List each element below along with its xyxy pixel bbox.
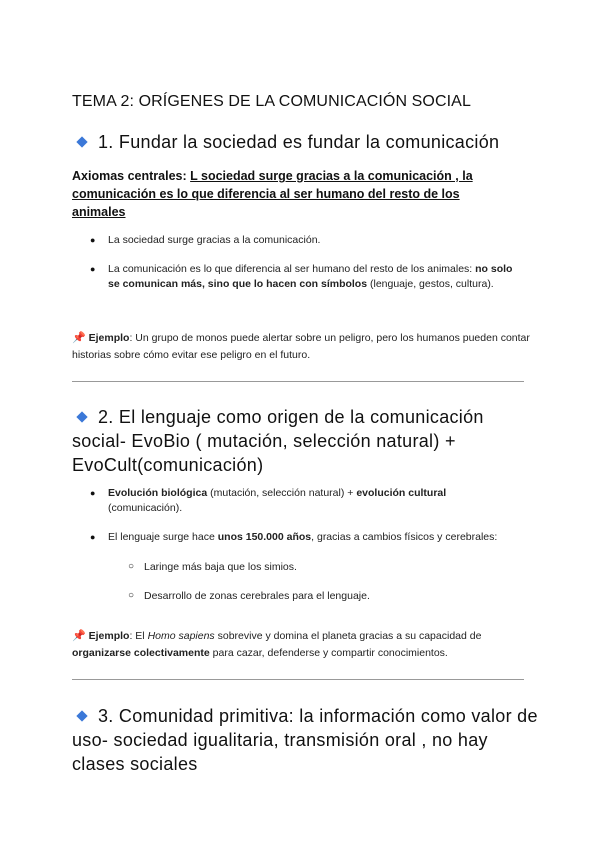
list-item-bold-text: Evolución biológica xyxy=(108,487,208,499)
sub-list-item-text: Desarrollo de zonas cerebrales para el lenguaje. xyxy=(144,590,370,602)
list-item-bold-text: evolución cultural xyxy=(356,487,447,499)
section-1-heading-text: 1. Fundar la sociedad es fundar la comunicación xyxy=(98,132,500,152)
example-text: : El xyxy=(129,630,148,642)
example-text: para cazar, defenderse y compartir conocimientos. xyxy=(209,647,448,659)
list-item-bold-text: unos 150.000 años xyxy=(217,531,312,543)
blue-diamond-icon xyxy=(76,412,87,423)
section-3-heading xyxy=(72,704,542,776)
list-item xyxy=(108,530,538,545)
list-item-text: (mutación, selección natural) + xyxy=(207,487,357,499)
list-item-text: La sociedad surge gracias a la comunicación. xyxy=(108,234,321,246)
sub-bullet-circle: ○ xyxy=(128,590,135,601)
sub-bullet-circle: ○ xyxy=(128,561,135,572)
example-label: Ejemplo xyxy=(88,630,130,642)
pushpin-icon: 📌 xyxy=(72,332,86,344)
example-italic-text: Homo sapiens xyxy=(147,630,215,642)
section-3-heading-text: 3. Comunidad primitiva: la información como valor de uso- sociedad igualitaria, transmisión oral , no hay clases sociales xyxy=(72,706,538,774)
section-2-heading xyxy=(72,405,542,477)
pushpin-icon: 📌 xyxy=(72,630,86,642)
axioms-label: Axiomas centrales: xyxy=(72,169,187,183)
bullet-dot: ● xyxy=(90,264,96,274)
bullet-dot: ● xyxy=(90,488,96,498)
list-item xyxy=(108,486,488,516)
axioms-text: L sociedad surge gracias a la comunicación , la comunicación es lo que diferencia al ser humano del resto de los animales xyxy=(72,169,473,219)
list-item-text: El lenguaje surge hace xyxy=(108,531,218,543)
bullet-dot: ● xyxy=(90,235,96,245)
example-label: Ejemplo xyxy=(88,332,130,344)
page-title: TEMA 2: ORÍGENES DE LA COMUNICACIÓN SOCIAL xyxy=(72,93,471,110)
example-text: : Un grupo de monos puede alertar sobre un peligro, pero los humanos pueden contar historias sobre cómo evitar ese peligro en el futuro. xyxy=(72,332,530,361)
axioms-paragraph xyxy=(72,167,512,221)
blue-diamond-icon xyxy=(76,711,87,722)
blue-diamond-icon xyxy=(76,137,87,148)
horizontal-divider xyxy=(72,679,524,680)
sub-list-item xyxy=(144,560,524,575)
list-item-text: , gracias a cambios físicos y cerebrales: xyxy=(311,531,498,543)
sub-list-item-text: Laringe más baja que los simios. xyxy=(144,561,297,573)
list-item xyxy=(108,262,520,292)
list-item-bold-text: no solo se comunican más, sino que lo hacen con símbolos xyxy=(108,263,513,290)
bullet-dot: ● xyxy=(90,532,96,542)
sub-list-item xyxy=(144,589,524,604)
example-paragraph xyxy=(72,628,532,662)
horizontal-divider xyxy=(72,381,524,382)
list-item xyxy=(108,233,528,248)
example-bold-text: organizarse colectivamente xyxy=(72,647,210,659)
section-2-heading-text: 2. El lenguaje como origen de la comunicación social- EvoBio ( mutación, selección natural) + EvoCult(comunicación) xyxy=(72,407,484,475)
list-item-text: La comunicación es lo que diferencia al ser humano del resto de los animales: xyxy=(108,263,476,275)
section-1-heading xyxy=(72,130,542,154)
list-item-text: (comunicación). xyxy=(108,502,183,514)
list-item-text: (lenguaje, gestos, cultura). xyxy=(367,278,494,290)
example-paragraph xyxy=(72,330,532,364)
example-text: sobrevive y domina el planeta gracias a su capacidad de xyxy=(214,630,482,642)
